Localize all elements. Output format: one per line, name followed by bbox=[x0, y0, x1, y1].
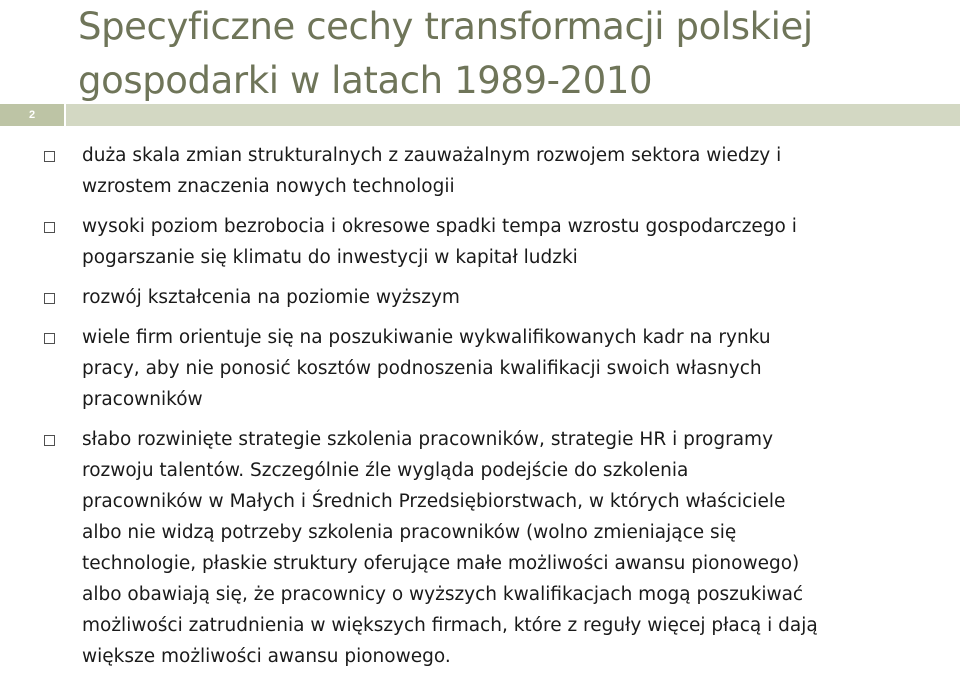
bullet-item bbox=[0, 140, 960, 202]
slide-title-line-1: Specyficzne cechy transformacji polskiej bbox=[78, 5, 813, 48]
bullet-line: pracowników w Małych i Średnich Przedsiębiorstwach, w których właściciele bbox=[82, 491, 786, 512]
bullet-text bbox=[82, 424, 940, 672]
square-bullet-icon bbox=[44, 151, 55, 162]
bullet-line: rozwoju talentów. Szczególnie źle wygląda podejście do szkolenia bbox=[82, 460, 689, 481]
bullet-line: albo nie widzą potrzeby szkolenia pracowników (wolno zmieniające się bbox=[82, 522, 737, 543]
bullet-item bbox=[0, 424, 960, 672]
bullet-line: pracowników bbox=[82, 389, 203, 410]
bullet-line: albo obawiają się, że pracownicy o wyższych kwalifikacjach mogą poszukiwać bbox=[82, 584, 804, 605]
square-bullet-icon bbox=[44, 222, 55, 233]
bullet-text bbox=[82, 140, 940, 202]
bullet-line: możliwości zatrudnienia w większych firmach, które z reguły więcej płacą i dają bbox=[82, 615, 818, 636]
bullet-line: wysoki poziom bezrobocia i okresowe spadki tempa wzrostu gospodarczego i bbox=[82, 216, 797, 237]
bullet-text bbox=[82, 211, 940, 273]
bullet-text bbox=[82, 322, 940, 415]
square-bullet-icon bbox=[44, 333, 55, 344]
bullet-item bbox=[0, 282, 960, 313]
bullet-line: wzrostem znaczenia nowych technologii bbox=[82, 176, 455, 197]
bullet-line: technologie, płaskie struktury oferujące małe możliwości awansu pionowego) bbox=[82, 553, 800, 574]
bullet-line: słabo rozwinięte strategie szkolenia pracowników, strategie HR i programy bbox=[82, 429, 774, 450]
bullet-list bbox=[0, 140, 960, 681]
bullet-line: pracy, aby nie ponosić kosztów podnoszenia kwalifikacji swoich własnych bbox=[82, 358, 762, 379]
square-bullet-icon bbox=[44, 435, 55, 446]
bullet-line: większe możliwości awansu pionowego. bbox=[82, 646, 451, 667]
slide-title bbox=[78, 0, 938, 108]
slide-title-line-2: gospodarki w latach 1989-2010 bbox=[78, 59, 653, 102]
title-divider-bar bbox=[0, 104, 960, 126]
square-bullet-icon bbox=[44, 293, 55, 304]
slide-number: 2 bbox=[0, 104, 64, 126]
bullet-line: pogarszanie się klimatu do inwestycji w kapitał ludzki bbox=[82, 247, 578, 268]
bullet-line: rozwój kształcenia na poziomie wyższym bbox=[82, 287, 460, 308]
divider-band bbox=[66, 104, 960, 126]
bullet-line: wiele firm orientuje się na poszukiwanie wykwalifikowanych kadr na rynku bbox=[82, 327, 771, 348]
bullet-item bbox=[0, 322, 960, 415]
bullet-item bbox=[0, 211, 960, 273]
bullet-line: duża skala zmian strukturalnych z zauważalnym rozwojem sektora wiedzy i bbox=[82, 145, 782, 166]
bullet-text bbox=[82, 282, 940, 313]
